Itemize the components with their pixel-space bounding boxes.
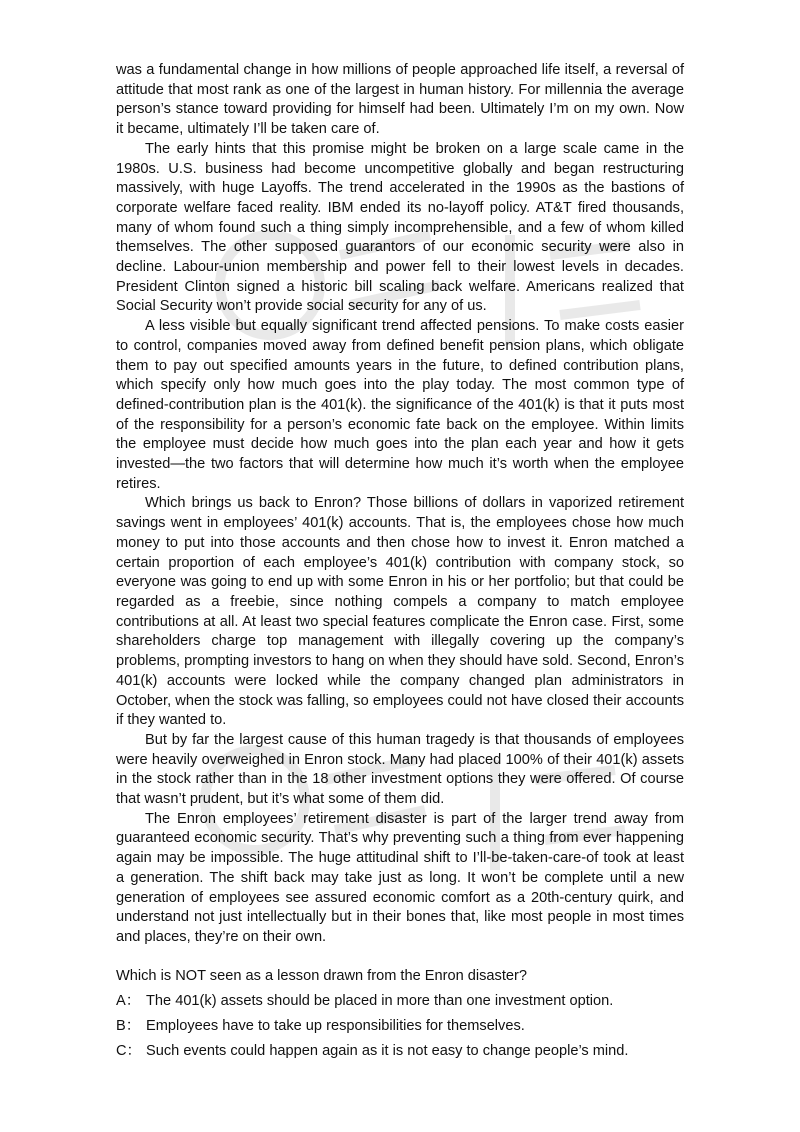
document-page [116,61,684,1066]
answer-option-c[interactable] [116,1042,684,1062]
question-stem: Which is NOT seen as a lesson drawn from the Enron disaster? [116,967,527,984]
answer-option-b[interactable] [116,1017,684,1037]
article-paragraph: Which brings us back to Enron? Those billions of dollars in vaporized retirement savings went in employees’ 401(k) accounts. That is, the employees chose how much money to put into those accounts and then chose how to invest it. Enron matched a certain proportion of each employee’s 401(k) contribution with company stock, so everyone was going to end up with some Enron in his or her portfolio; but that could be regarded as a freebie, since nothing compels a company to match employee contributions at all. At least two special features complicate the Enron case. First, some shareholders charge top management with illegally covering up the company’s problems, prompting investors to hang on when they should have sold. Second, Enron’s 401(k) accounts were locked while the company changed plan administrators in October, when the stock was falling, so employees could not have closed their accounts if they wanted to. [116,495,684,729]
option-text: Employees have to take up responsibilities for themselves. [146,1018,525,1035]
article-paragraph: was a fundamental change in how millions of people approached life itself, a reversal of attitude that most rank as one of the largest in human history. For millennia the average person’s stance toward providing for himself had been. Ultimately I’m on my own. Now it became, ultimately I’ll be taken care of. [116,62,684,138]
option-letter: A： [116,993,141,1010]
article-paragraph: The Enron employees’ retirement disaster is part of the larger trend away from guaranteed economic security. That’s why preventing such a thing from ever happening again may be impossible. The huge attitudinal shift to I’ll-be-taken-care-of took at least a generation. The shift back may take just as long. It won’t be complete until a new generation of employees see assured economic comfort as a 20th-century quirk, and understand not just intellectually but in their bones that, like most people in most times and places, they’re on their own. [116,810,684,945]
article-paragraph: A less visible but equally significant trend affected pensions. To make costs easier to control, companies moved away from defined benefit pension plans, which obligate them to pay out specified amounts years in the future, to defined contribution plans, which specify only how much goes into the play today. The most common type of defined-contribution plan is the 401(k). the significance of the 401(k) is that it puts most of the responsibility for a person’s economic fate back on the employee. Within limits the employee must decide how much goes into the plan each year and how it gets invested—the two factors that will determine how much it’s worth when the employee retires. [116,318,684,492]
option-letter: C： [116,1042,142,1059]
answer-option-a[interactable] [116,992,684,1012]
article-paragraph: But by far the largest cause of this human tragedy is that thousands of employees were heavily overweighed in Enron stock. Many had placed 100% of their 401(k) assets in the stock rather than in the 18 other investment options they were offered. Of course that wasn’t prudent, but it’s what some of them did. [116,731,684,808]
option-text: The 401(k) assets should be placed in more than one investment option. [146,993,614,1010]
option-letter: B： [116,1018,141,1035]
option-text: Such events could happen again as it is not easy to change people’s mind. [146,1042,629,1059]
article-paragraph: The early hints that this promise might be broken on a large scale came in the 1980s. U.S. business had become uncompetitive globally and began restructuring massively, with huge Layoffs. The trend accelerated in the 1990s as the bastions of corporate welfare faced reality. IBM ended its no-layoff policy. AT&T fired thousands, many of whom found such a thing simply incomprehensible, and a few of whom killed themselves. The other supposed guarantors of our economic security were also in decline. Labour-union membership and power fell to their lowest levels in decades. President Clinton signed a historic bill scaling back welfare. Americans realized that Social Security won’t provide social security for any of us. [116,140,684,315]
